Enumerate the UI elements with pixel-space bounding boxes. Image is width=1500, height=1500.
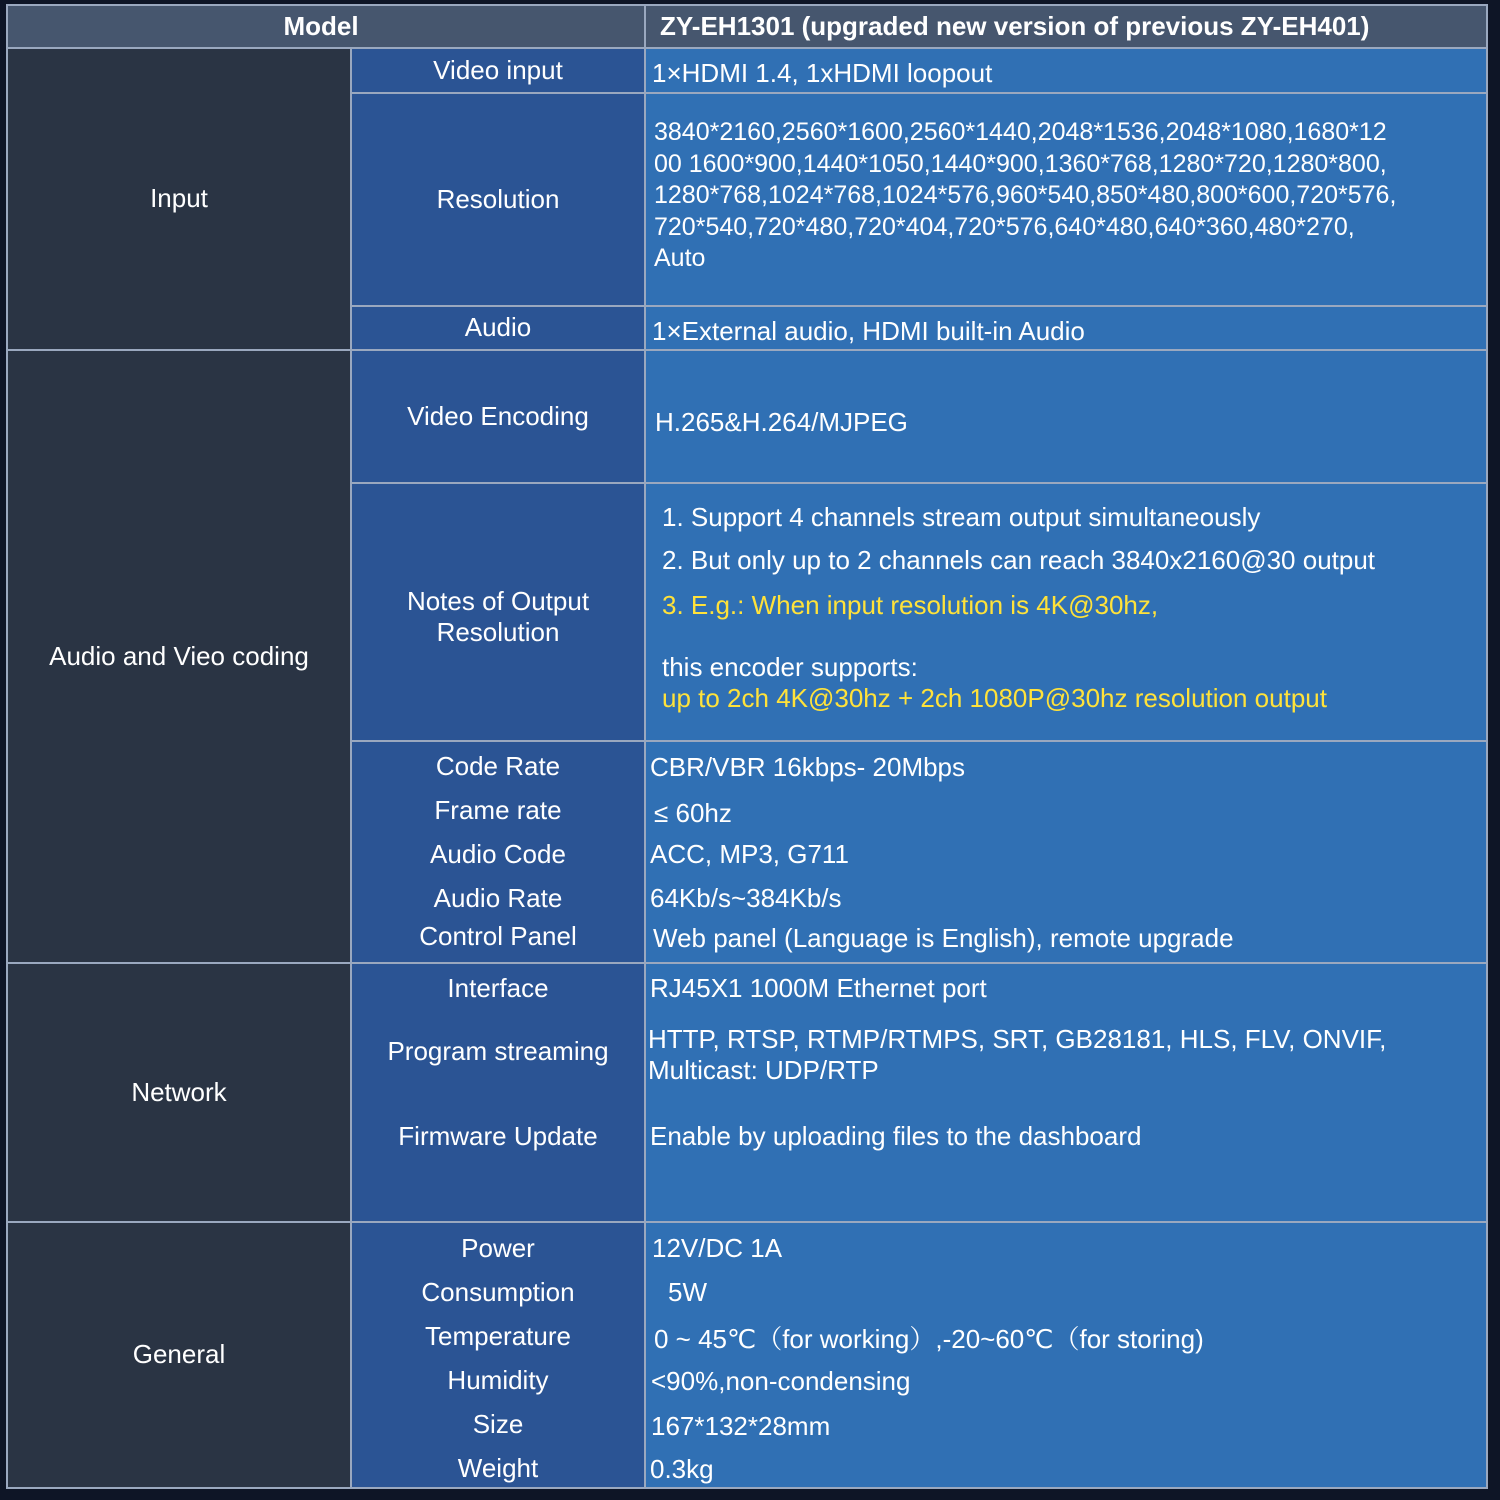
resolution-label: Resolution [436, 183, 560, 214]
interface-label: Interface [447, 973, 549, 1003]
audio-label: Audio [464, 312, 532, 343]
model-label: Model [283, 10, 359, 41]
code-rate-value: CBR/VBR 16kbps- 20Mbps [650, 752, 966, 782]
category-network [6, 962, 352, 1223]
resolution-line: 00 1600*900,1440*1050,1440*900,1360*768,1280*720,1280*800, [654, 149, 1387, 178]
size-label: Size [472, 1409, 524, 1439]
notes-line3: 3. E.g.: When input resolution is 4K@30hz, [662, 590, 1159, 620]
model-header-label [6, 4, 646, 49]
video-encoding-label: Video Encoding [407, 400, 589, 431]
firmware-update-label: Firmware Update [398, 1121, 598, 1151]
resolution-line: 720*540,720*480,720*404,720*576,640*480,640*360,480*270, [654, 212, 1355, 241]
control-panel-value: Web panel (Language is English), remote upgrade [653, 923, 1234, 953]
category-input-title: Input [150, 183, 208, 214]
category-input [6, 47, 352, 351]
audio-value-cell [644, 305, 1488, 351]
category-general-title: General [132, 1339, 226, 1370]
category-av-coding [6, 349, 352, 964]
codec-values-cell [644, 740, 1488, 964]
notes-value-cell [644, 482, 1488, 742]
control-panel-label: Control Panel [419, 921, 577, 951]
video-encoding-value: H.265&H.264/MJPEG [655, 407, 908, 437]
program-streaming-value-line2: Multicast: UDP/RTP [648, 1055, 879, 1085]
notes-label-line1: Notes of Output [406, 586, 590, 616]
video-input-label-cell [350, 47, 646, 94]
frame-rate-value: ≤ 60hz [654, 798, 732, 828]
audio-value: 1×External audio, HDMI built-in Audio [652, 316, 1085, 346]
video-encoding-label-cell [350, 349, 646, 484]
general-values-cell [644, 1221, 1488, 1489]
network-values-cell [644, 962, 1488, 1223]
video-input-value-cell [644, 47, 1488, 94]
notes-line2: 2. But only up to 2 channels can reach 3840x2160@30 output [662, 545, 1376, 575]
notes-line1: 1. Support 4 channels stream output simultaneously [662, 502, 1261, 532]
power-value: 12V/DC 1A [652, 1233, 783, 1263]
consumption-label: Consumption [421, 1277, 575, 1307]
audio-code-label: Audio Code [430, 839, 566, 869]
resolution-line: 3840*2160,2560*1600,2560*1440,2048*1536,2048*1080,1680*12 [654, 118, 1387, 146]
resolution-line: Auto [654, 244, 706, 272]
humidity-label: Humidity [447, 1365, 549, 1395]
firmware-update-value: Enable by uploading files to the dashboard [650, 1121, 1142, 1151]
notes-label-line2: Resolution [436, 617, 560, 647]
video-encoding-value-cell [644, 349, 1488, 484]
category-av-coding-title: Audio and Vieo coding [49, 640, 309, 671]
notes-line4: this encoder supports: [662, 652, 918, 682]
model-value: ZY-EH1301 (upgraded new version of previous ZY-EH401) [660, 10, 1370, 41]
video-input-label: Video input [433, 54, 563, 85]
audio-rate-value: 64Kb/s~384Kb/s [650, 883, 842, 913]
video-input-value: 1×HDMI 1.4, 1xHDMI loopout [652, 58, 993, 88]
notes-line5: up to 2ch 4K@30hz + 2ch 1080P@30hz resolution output [662, 683, 1327, 713]
audio-rate-label: Audio Rate [433, 883, 563, 913]
general-labels-cell [350, 1221, 646, 1489]
code-rate-label: Code Rate [435, 751, 561, 781]
resolution-value-cell [644, 92, 1488, 307]
resolution-line: 1280*768,1024*768,1024*576,960*540,850*480,800*600,720*576, [654, 181, 1397, 209]
codec-labels-cell [350, 740, 646, 964]
audio-code-value: ACC, MP3, G711 [650, 839, 849, 869]
weight-label: Weight [457, 1453, 539, 1483]
humidity-value: <90%,non-condensing [651, 1366, 911, 1396]
category-network-title: Network [131, 1076, 227, 1107]
consumption-value: 5W [668, 1277, 707, 1307]
program-streaming-value-line1: HTTP, RTSP, RTMP/RTMPS, SRT, GB28181, HLS, FLV, ONVIF, [648, 1024, 1387, 1054]
weight-value: 0.3kg [650, 1454, 714, 1484]
temperature-label: Temperature [425, 1321, 571, 1351]
resolution-label-cell [350, 92, 646, 307]
size-value: 167*132*28mm [651, 1411, 831, 1441]
audio-label-cell [350, 305, 646, 351]
notes-label-cell [350, 482, 646, 742]
resolution-list [654, 117, 1396, 275]
network-labels-cell [350, 962, 646, 1223]
frame-rate-label: Frame rate [434, 795, 562, 825]
model-header-value [644, 4, 1488, 49]
category-general [6, 1221, 352, 1489]
power-label: Power [461, 1233, 535, 1263]
temperature-value: 0 ~ 45℃（for working）,-20~60℃（for storing) [654, 1324, 1204, 1354]
program-streaming-label: Program streaming [387, 1036, 609, 1066]
interface-value: RJ45X1 1000M Ethernet port [650, 973, 987, 1003]
